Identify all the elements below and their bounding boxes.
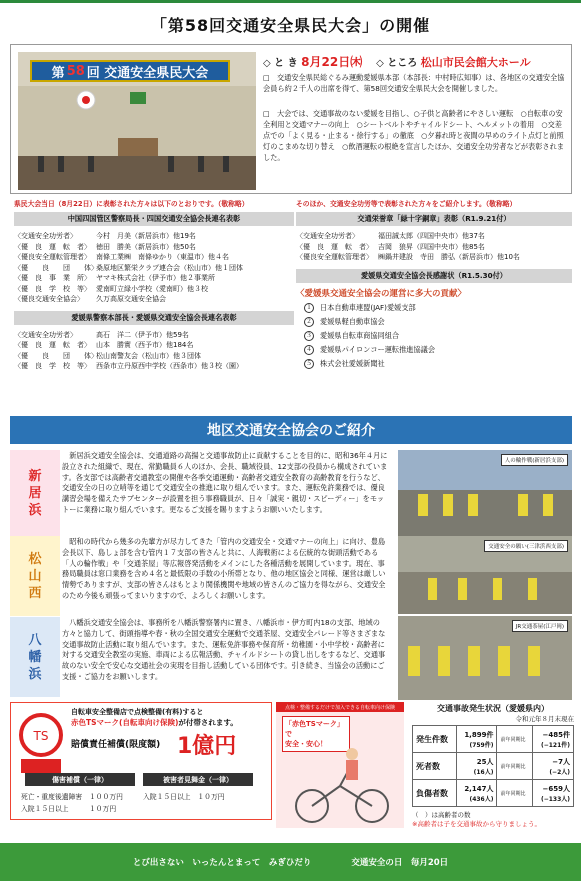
- list-item: [296, 231, 572, 242]
- page-title-bar: [0, 0, 581, 46]
- left-list1: [14, 231, 294, 305]
- left-list2: [14, 330, 294, 372]
- region-char: 八: [28, 632, 42, 648]
- list-item-value: 吉岡 狼昇（四国中央市）他85名: [378, 242, 485, 251]
- tsmark-line1: 自転車安全整備店で点検整備(有料)すると: [71, 708, 204, 716]
- list-item-category: 〈優 良 学 校 等〉: [14, 362, 91, 370]
- list-item-category: 〈優良交通安全協会〉: [14, 295, 84, 303]
- tsmark-logo-icon: [17, 711, 65, 775]
- org-list: [304, 301, 572, 371]
- list-item: [14, 294, 294, 305]
- stats-cmp: [533, 726, 574, 753]
- date-label: ◇ と き: [263, 58, 298, 69]
- contrib-header: 〈愛媛県交通安全協会の運営に多大の貢献〉: [296, 288, 467, 299]
- photo-caption: 人の輪作戦(新居浜支部): [501, 454, 568, 466]
- stats-sub: (16人): [473, 768, 494, 776]
- stats-cmp-label-text: 前年同期比: [500, 790, 526, 797]
- org-number: ５: [305, 359, 312, 367]
- slogan-line2: 安全・安心！: [285, 740, 327, 748]
- tsmark-ad: [10, 702, 272, 820]
- list-item: [14, 284, 294, 295]
- list-item-category: 〈優 良 団 体〉: [14, 351, 98, 360]
- footer-safety-day: 交通安全の日 毎月20日: [351, 858, 449, 868]
- tsmark-injury-hdr: 傷害補償（一律）: [25, 773, 135, 786]
- page-title: 「第58回交通安全県民大会」の開催: [150, 16, 431, 35]
- org-item: [304, 357, 572, 371]
- org-item: [304, 329, 572, 343]
- stats-label: [413, 726, 457, 753]
- list-item-value: 南條工業㈱ 南條ゆかり（東温市）他４名: [96, 253, 229, 261]
- org-number: １: [305, 303, 312, 311]
- right-bar1: 交通栄誉章「緑十字銅章」表彰（R1.9.21付）: [296, 212, 572, 226]
- region-char: 浜: [28, 666, 42, 682]
- right-column: [296, 198, 572, 371]
- stats-value-text: 25人: [476, 757, 494, 766]
- org-item: [304, 343, 572, 357]
- region-niihama-name: [10, 450, 60, 536]
- org-number: ４: [305, 345, 312, 353]
- org-number: ２: [305, 317, 312, 325]
- region-matsuyamanishi-photo: [398, 536, 572, 614]
- org-item: [304, 315, 572, 329]
- list-item: [14, 361, 294, 372]
- list-item: [14, 351, 294, 362]
- tsmark-line2: [71, 717, 269, 728]
- stats-cmp-label: [497, 780, 533, 807]
- stats-cmp-label-text: 前年同期比: [500, 763, 526, 770]
- tsmark-amount: 1億円: [177, 734, 237, 759]
- list-item: [14, 273, 294, 284]
- footer-slogan: とび出さない いったんとまって みぎひだり: [132, 858, 312, 868]
- list-item: [14, 340, 294, 351]
- org-item: [304, 301, 572, 315]
- stats-note2: ※高齢者は子を交通事故から守りましょう。: [412, 820, 541, 828]
- list-item: [14, 330, 294, 341]
- stats-cmp-sub: (−2人): [549, 768, 570, 776]
- cyclist-icon: [290, 746, 400, 826]
- list-item-category: 〈優 良 団 体〉: [14, 263, 98, 272]
- list-item-category: 〈優 良 運 転 者〉: [296, 242, 373, 251]
- bike-ad: [276, 702, 404, 828]
- stats-value: [456, 753, 497, 780]
- left-bar1: 中国四国管区警察局長・四国交通安全協会長連名表彰: [14, 212, 294, 226]
- photo-caption: 交通安全の願い(三津浜西支部): [484, 540, 568, 552]
- stats-asof: 令和元年８月末現在: [515, 715, 574, 723]
- stats-label-text: 発生件数: [416, 734, 448, 744]
- region-niihama-text: 新居浜交通安全協会は、交通道路の高揚と交通事故防止に貢献することを目的に、昭和36年４月に設立された組織で、現在、常勤職員６人のほか、会長、職域役員、12支部の役員から構成されています。各支部では高齢者交通教室の開催や各季交通運動・高齢者交通安全教育の高齢教育を行うなど、交通安全の日の立哨等を通じて交通安全の推進に取り組んでいます。また、運転免許業務では、優良講習会場を備えたサブセンターが設置を担う事務職員が、日々「誠実・親切・スピーディー」をモットーに業務に取り組んでいます。更なるご支援を賜りますようお願いいたします。: [62, 451, 388, 514]
- date-value: 8月22日㈭: [301, 55, 363, 69]
- stats-cmp-label: [497, 726, 533, 753]
- banner-pre: 第: [51, 65, 65, 81]
- org-number: ３: [305, 331, 312, 339]
- stats-cmp: [533, 780, 574, 807]
- region-yawatahama-name: [10, 617, 60, 697]
- region-char: 浜: [28, 502, 42, 518]
- list-item-category: 〈優 良 学 校 等〉: [14, 284, 91, 293]
- stats-cmp-label: [497, 753, 533, 780]
- stats-value: [456, 780, 497, 807]
- list-item-category: 〈優 良 運 転 者〉: [14, 341, 91, 349]
- list-item-category: 〈優 良 事 業 所〉: [14, 274, 91, 282]
- stats-label-text: 負傷者数: [416, 788, 448, 798]
- place-value: 松山市民会館大ホール: [420, 56, 531, 69]
- stats-cmp-text: −7人: [552, 757, 570, 766]
- stats-cmp-sub: (−133人): [540, 795, 570, 803]
- stats-row: [413, 780, 574, 807]
- right-list1: [296, 231, 572, 263]
- region-yawatahama-photo: [398, 616, 572, 700]
- list-item-value: 今村 月美（新居浜市）他19名: [96, 232, 196, 240]
- org-name: 愛媛県自転車商協同組合: [320, 330, 400, 340]
- tsmark-injury2: 入院１５日以上 １０万円: [21, 805, 117, 813]
- stats-panel: [412, 703, 574, 828]
- list-item: [296, 252, 572, 263]
- left-bar2: 愛媛県警察本部長・愛媛県交通安全協会長連名表彰: [14, 311, 294, 325]
- banner-post: 回 交通安全県民大会: [86, 65, 209, 81]
- stats-label-text: 死者数: [416, 761, 440, 771]
- list-item: [14, 242, 294, 253]
- stats-cmp: [533, 753, 574, 780]
- left-header: 県民大会当日（8月22日）に表彰された方々は以下のとおりです。（敬称略）: [14, 200, 249, 208]
- list-item: [14, 252, 294, 263]
- tsmark-victim-hdr: 被害者見舞金（一律）: [143, 773, 253, 786]
- stats-label: [413, 780, 457, 807]
- list-item-value: 久万高原交通安全協会: [96, 295, 166, 303]
- photo-caption: JR交通茶屋(江戸岡): [512, 620, 568, 632]
- convention-photo: [18, 52, 256, 190]
- stats-value: [456, 726, 497, 753]
- stats-sub: (759件): [469, 741, 494, 749]
- list-item-category: 〈交通安全功労者〉: [296, 232, 359, 240]
- list-item-value: 山本 勝實（西予市）他184名: [96, 341, 194, 349]
- convention-info: [263, 53, 531, 70]
- stats-label: [413, 753, 457, 780]
- list-item-value: ㈱鍋井建設 寺田 勝弘（新居浜市）他10名: [378, 253, 520, 261]
- region-char: 西: [28, 585, 42, 601]
- org-name: 愛媛県軽自動車協会: [320, 316, 385, 326]
- list-item-category: 〈優良安全運転管理者〉: [296, 253, 373, 261]
- right-bar2: 愛媛県交通安全協会長感謝状（R1.5.30付）: [296, 269, 572, 283]
- convention-para2: □ 大会では、交通事故のない愛媛を目指し、○子供と高齢者にやさしい運転 ○自転車の安全利用と交通マナーの向上 ○シートベルトやチャイルドシート、ヘルメットの着用 ○交差点での「よく見る・止まる・徐行する」の徹底 ○夕暮れ時と夜間の早めのライト点灯と前照灯のこまめな切り替え ○飲酒運転の根絶を宣言したほか、交通安全功労者などが表彰されました。: [263, 109, 564, 162]
- region-char: 松: [28, 551, 42, 567]
- region-char: 幡: [28, 649, 42, 665]
- stats-row: [413, 726, 574, 753]
- stage-illustration: [18, 52, 256, 190]
- list-item: [14, 263, 294, 274]
- list-item-value: 桑原地区繁栄クラブ連合会（松山市）他１団体: [96, 263, 243, 272]
- stats-row: [413, 753, 574, 780]
- org-name: 株式会社愛媛新聞社: [320, 358, 385, 368]
- region-char: 山: [28, 568, 42, 584]
- list-item-category: 〈交通安全功労者〉: [14, 330, 77, 339]
- stats-title: 交通事故発生状況（愛媛県内）: [437, 704, 549, 713]
- list-item-value: 徳田 勝美（新居浜市）他50名: [96, 242, 196, 251]
- region-niihama-photo: [398, 450, 572, 538]
- list-item-value: 高石 洋二（伊予市）他59名: [96, 330, 189, 339]
- list-item-category: 〈交通安全功労者〉: [14, 232, 77, 240]
- tsmark-red: 赤色TSマーク(自転車向け保険): [71, 718, 179, 727]
- tsmark-liability: 賠償責任補償(限度額): [71, 740, 161, 750]
- region-char: 新: [28, 468, 42, 484]
- right-header: そのほか、交通安全功労等で表彰された方々をご紹介します。（敬称略）: [296, 200, 517, 208]
- stats-value-text: 2,147人: [464, 784, 494, 793]
- svg-text:TS: TS: [33, 729, 49, 743]
- stats-cmp-sub: (−121件): [540, 741, 570, 749]
- org-name: 愛媛県パイロンコー運転推進協議会: [320, 344, 436, 354]
- list-item-value: 西条市立丹原西中学校（西条市）他３校（園）: [96, 362, 243, 370]
- tsmark-victim1: 入院１５日以上 １０万円: [143, 793, 225, 801]
- footer: [0, 843, 581, 881]
- stats-cmp-text: −659人: [542, 784, 570, 793]
- list-item: [296, 242, 572, 253]
- place-label: ◇ ところ: [376, 58, 418, 69]
- bike-ad-top: 点検・整備するだけで加入できる自転車向け保険: [276, 702, 404, 712]
- tsmark-injury1: 死亡・重度後遺障害 １００万円: [21, 793, 123, 801]
- section2-title: 地区交通安全協会のご紹介: [10, 416, 572, 444]
- region-matsuyamanishi-text: 昭和の時代から幾多の先輩方が尽力してきた「管内の交通安全・交通マナーの向上」に向け、豊島会長以下、島しょ部を含む管内１７支部の皆さんと共に、人海戦術による伝統的な街頭活動である「人の輪作戦」や「交通茶屋」等広報啓発活動をメインにした各種活動を展開しています。現在、事務局職員は窓口業務を含め４名と最低限の手数の小所帯となり、他の地区協会と同様、運営は厳しい情勢でありますが、支部の皆さんはもとより関係機関や地域の皆さんのご協力を得ながら、交通安全のため今後も頑張ってまいりますので、よろしくお願いします。: [62, 537, 386, 600]
- list-item-value: 松山南警友会（松山市）他３団体: [96, 351, 201, 360]
- stats-note1: （ ）は高齢者の数: [412, 811, 471, 819]
- stats-cmp-label-text: 前年同期比: [500, 736, 526, 743]
- list-item-category: 〈優 良 運 転 者〉: [14, 242, 91, 251]
- banner-num: 58: [66, 63, 85, 79]
- org-name: 日本自動車連盟(JAF)愛媛支部: [320, 302, 416, 312]
- stats-sub: (436人): [469, 795, 494, 803]
- list-item: [14, 231, 294, 242]
- list-item-value: 愛南町立緑小学校（愛南町）他３校: [96, 284, 208, 293]
- region-char: 居: [28, 485, 42, 501]
- region-yawatahama-text: 八幡浜交通安全協会は、事務所を八幡浜警察署内に置き、八幡浜市・伊方町内18の支部、地域の方々と協力して、街頭指導や春・秋の全国交通安全運動で交通茶屋、交通安全パレード等さまざまな交通事故防止活動に取り組んでいます。また、運転免許事務や保育所・幼稚園・小中学校・高齢者に対する交通安全教室の実施、車両による広報活動、チャイルドシートの貸し出しをするなど、交通事故のない安全で安心な交通社会の実現を目指し活動している団体です。引き続き、当協会の活動にご支援・ご協力をお願いします。: [62, 618, 386, 681]
- stats-value-text: 1,899件: [464, 730, 494, 739]
- convention-para1: □ 交通安全県民総ぐるみ運動愛媛県本部（本部長：中村時広知事）は、各地区の交通安全協会員ら約２千人の出席を得て、第58回交通安全県民大会を開催しました。: [263, 73, 565, 93]
- list-item-value: 福田誠太郎（四国中央市）他37名: [378, 232, 485, 240]
- region-matsuyamanishi-name: [10, 536, 60, 616]
- stats-table: [412, 725, 574, 807]
- stats-cmp-text: −485件: [542, 730, 570, 739]
- list-item-category: 〈優良安全運転管理者〉: [14, 253, 91, 261]
- slogan-line1: 「赤色TSマーク」で: [285, 720, 344, 738]
- list-item-value: ヤマキ株式会社（伊予市）他２事業所: [96, 274, 215, 282]
- tsmark-post: が付帯されます。: [178, 718, 238, 727]
- left-column: [14, 198, 294, 372]
